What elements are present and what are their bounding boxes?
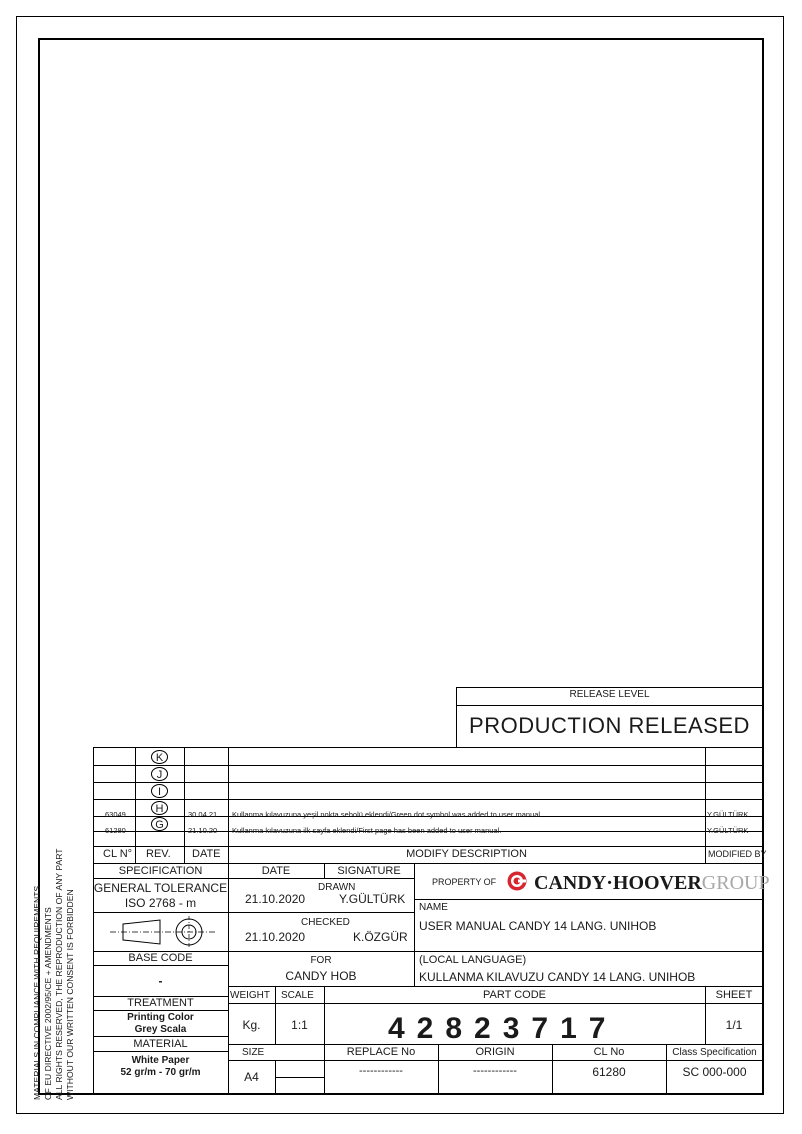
specification-label: SPECIFICATION (118, 865, 203, 877)
divider (414, 899, 763, 900)
divider (93, 765, 763, 766)
local-language-value: KULLANMA KILAVUZU CANDY 14 LANG. UNIHOB (419, 970, 696, 984)
checked-by: K.ÖZGÜR (353, 930, 408, 944)
drawn-label: DRAWN (318, 882, 356, 893)
divider (184, 747, 185, 863)
divider (93, 878, 228, 879)
divider (414, 863, 415, 986)
approval-signature-label: SIGNATURE (337, 865, 401, 877)
header-modified-by: MODIFIED BY (708, 849, 767, 859)
sheet-value: 1/1 (725, 1018, 743, 1032)
size-label: SIZE (242, 1047, 265, 1058)
divider (275, 986, 276, 1044)
replace-no-label: REPLACE No (346, 1046, 416, 1058)
part-code-value: 42823717 (388, 1012, 618, 1045)
divider (275, 1077, 324, 1078)
brand-group: GROUP (701, 872, 770, 894)
notice-line: WITHOUT OUR WRITTEN CONSENT IS FORBIDDEN (65, 889, 75, 1100)
notice-line: ALL RIGHTS RESERVED, THE REPRODUCTION OF ANY PART (54, 848, 64, 1100)
revision-date: 21.10.20 (188, 826, 218, 835)
divider (324, 986, 325, 1095)
revision-letter: G (151, 817, 168, 831)
projection-symbol-icon (100, 914, 222, 950)
material-line: White Paper (131, 1055, 190, 1066)
divider (228, 1044, 763, 1045)
revision-letter: J (151, 767, 168, 781)
local-language-label: (LOCAL LANGUAGE) (419, 954, 527, 966)
weight-value: Kg. (242, 1018, 261, 1032)
divider (228, 1003, 763, 1004)
header-date: DATE (192, 848, 221, 860)
name-value: USER MANUAL CANDY 14 LANG. UNIHOB (419, 919, 657, 933)
treatment-line: Grey Scala (134, 1024, 187, 1035)
divider (93, 912, 228, 913)
divider (93, 782, 763, 783)
class-specification-value: SC 000-000 (682, 1065, 747, 1079)
revision-description: Kullanma kılavuzuna yeşil nokta sebolü eklendi/Green dot symbol was added to user manual. (232, 810, 543, 819)
treatment-line: Printing Color (127, 1012, 194, 1023)
revision-modified-by: Y.GÜLTÜRK (707, 826, 749, 835)
property-of-label: PROPERTY OF (432, 877, 497, 887)
divider (228, 747, 229, 1095)
revision-modified-by: Y.GÜLTÜRK (707, 810, 749, 819)
treatment-label: TREATMENT (127, 997, 194, 1009)
divider (93, 1010, 228, 1011)
divider (93, 846, 763, 847)
divider (228, 1060, 763, 1061)
revision-letter: H (151, 801, 168, 815)
divider (93, 799, 763, 800)
for-value: CANDY HOB (285, 969, 357, 983)
divider (93, 965, 228, 966)
release-level-value: PRODUCTION RELEASED (469, 713, 750, 738)
sheet-label: SHEET (715, 989, 753, 1001)
company-brand (534, 872, 770, 895)
divider (228, 912, 414, 913)
origin-label: ORIGIN (475, 1046, 515, 1058)
revision-cl-number: 63049 (105, 810, 126, 819)
brand-main: CANDY·HOOVER (534, 872, 702, 894)
revision-date: 30.04.21 (188, 810, 218, 819)
divider (93, 1051, 228, 1052)
notice-line: OF EU DIRECTIVE 2002/95/CE + AMENDMENTS (43, 907, 53, 1100)
part-code-label: PART CODE (483, 989, 546, 1001)
revision-letter: I (151, 784, 168, 798)
header-modify-description: MODIFY DESCRIPTION (406, 848, 527, 860)
divider (457, 705, 762, 706)
divider (93, 1036, 228, 1037)
divider (135, 747, 136, 863)
replace-no-value: ------------ (359, 1065, 403, 1077)
header-revision: REV. (146, 848, 171, 860)
divider (228, 951, 414, 952)
divider (228, 878, 414, 879)
legal-notice (32, 830, 76, 1100)
weight-label: WEIGHT (230, 990, 270, 1001)
checked-date: 21.10.2020 (245, 930, 306, 944)
candy-hoover-logo-icon (507, 871, 527, 891)
revision-letter: K (151, 750, 168, 764)
approval-date-label: DATE (261, 865, 291, 877)
material-line: 52 gr/m - 70 gr/m (120, 1067, 201, 1078)
divider (324, 863, 325, 878)
revision-description: Kullanma kılavuzuna ilk sayfa eklendi/First page has been added to user manual. (232, 826, 502, 835)
divider (93, 863, 763, 864)
for-label: FOR (310, 955, 332, 966)
header-cl-number: CL N° (103, 848, 133, 860)
base-code-label: BASE CODE (128, 952, 193, 964)
drawn-by: Y.GÜLTÜRK (339, 892, 406, 906)
cl-no-value: 61280 (592, 1065, 626, 1079)
revision-cl-number: 61280 (105, 826, 126, 835)
notice-line: MATERIALS IN COMPLIANCE WITH REQUIREMENTS (32, 885, 42, 1100)
name-label: NAME (419, 902, 448, 913)
material-label: MATERIAL (133, 1038, 188, 1050)
divider (414, 951, 763, 952)
general-tolerance-label: GENERAL TOLERANCE (93, 881, 228, 895)
divider (705, 986, 706, 1044)
base-code-value: - (158, 974, 163, 988)
general-tolerance-value: ISO 2768 - m (124, 896, 197, 910)
cl-no-label: CL No (593, 1046, 625, 1058)
class-specification-label: Class Specification (672, 1047, 757, 1058)
divider (228, 986, 763, 987)
release-level-box (456, 687, 763, 748)
divider (705, 747, 706, 863)
scale-label: SCALE (281, 990, 314, 1001)
scale-value: 1:1 (291, 1018, 308, 1032)
checked-label: CHECKED (301, 917, 350, 928)
size-value: A4 (244, 1070, 259, 1084)
release-level-label: RELEASE LEVEL (569, 689, 650, 700)
drawn-date: 21.10.2020 (245, 892, 306, 906)
origin-value: ------------ (473, 1065, 517, 1077)
